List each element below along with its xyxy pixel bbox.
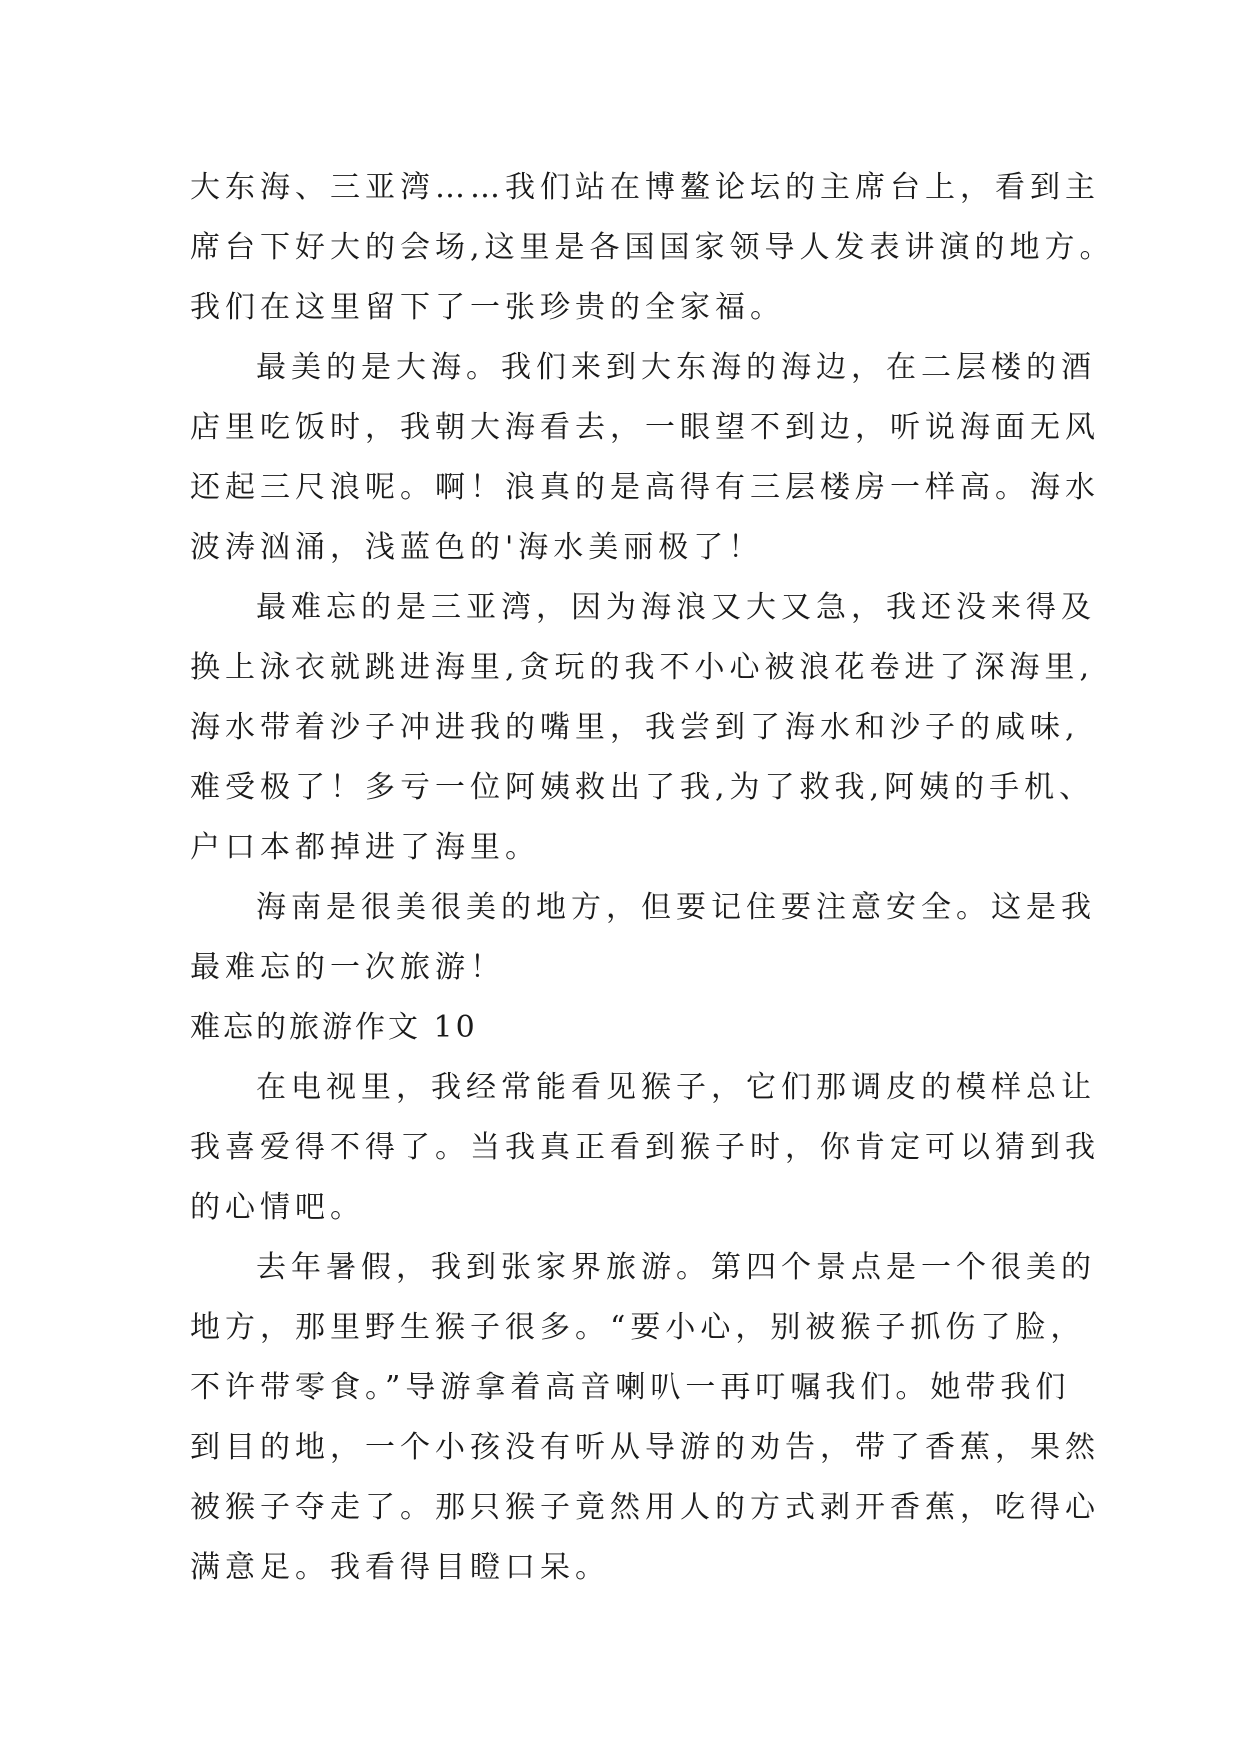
text-line: 大东海、三亚湾……我们站在博鳌论坛的主席台上，看到主 <box>190 170 1100 205</box>
text-line: 我喜爱得不得了。当我真正看到猴子时，你肯定可以猜到我 <box>190 1130 1100 1165</box>
text-line: 还起三尺浪呢。啊！浪真的是高得有三层楼房一样高。海水 <box>190 470 1100 505</box>
text-line: 席台下好大的会场,这里是各国国家领导人发表讲演的地方。 <box>190 230 1115 265</box>
text-line: 波涛汹涌，浅蓝色的'海水美丽极了！ <box>190 530 764 565</box>
text-line: 难受极了！多亏一位阿姨救出了我,为了救我,阿姨的手机、 <box>190 770 1095 805</box>
paragraph-start-line: 最美的是大海。我们来到大东海的海边，在二层楼的酒 <box>256 350 1096 385</box>
text-line: 我们在这里留下了一张珍贵的全家福。 <box>190 290 785 325</box>
text-line: 满意足。我看得目瞪口呆。 <box>190 1550 610 1585</box>
paragraph-start-line: 在电视里，我经常能看见猴子，它们那调皮的模样总让 <box>256 1070 1096 1105</box>
paragraph-start-line: 海南是很美很美的地方，但要记住要注意安全。这是我 <box>256 890 1096 925</box>
section-heading: 难忘的旅游作文 10 <box>190 1010 478 1045</box>
text-line: 户口本都掉进了海里。 <box>190 830 540 865</box>
paragraph-start-line: 最难忘的是三亚湾，因为海浪又大又急，我还没来得及 <box>256 590 1096 625</box>
text-line: 换上泳衣就跳进海里,贪玩的我不小心被浪花卷进了深海里, <box>190 650 1095 685</box>
text-line: 最难忘的一次旅游！ <box>190 950 505 985</box>
paragraph-start-line: 去年暑假，我到张家界旅游。第四个景点是一个很美的 <box>256 1250 1096 1285</box>
text-line: 被猴子夺走了。那只猴子竟然用人的方式剥开香蕉，吃得心 <box>190 1490 1100 1525</box>
text-line: 海水带着沙子冲进我的嘴里，我尝到了海水和沙子的咸味, <box>190 710 1080 745</box>
text-line: 店里吃饭时，我朝大海看去，一眼望不到边，听说海面无风 <box>190 410 1100 445</box>
text-line: 的心情吧。 <box>190 1190 365 1225</box>
essay-body <box>190 158 1150 1598</box>
text-line: 不许带零食。”导游拿着高音喇叭一再叮嘱我们。她带我们 <box>190 1370 1071 1405</box>
text-line: 地方，那里野生猴子很多。“要小心，别被猴子抓伤了脸， <box>190 1310 1086 1345</box>
text-line: 到目的地，一个小孩没有听从导游的劝告，带了香蕉，果然 <box>190 1430 1100 1465</box>
